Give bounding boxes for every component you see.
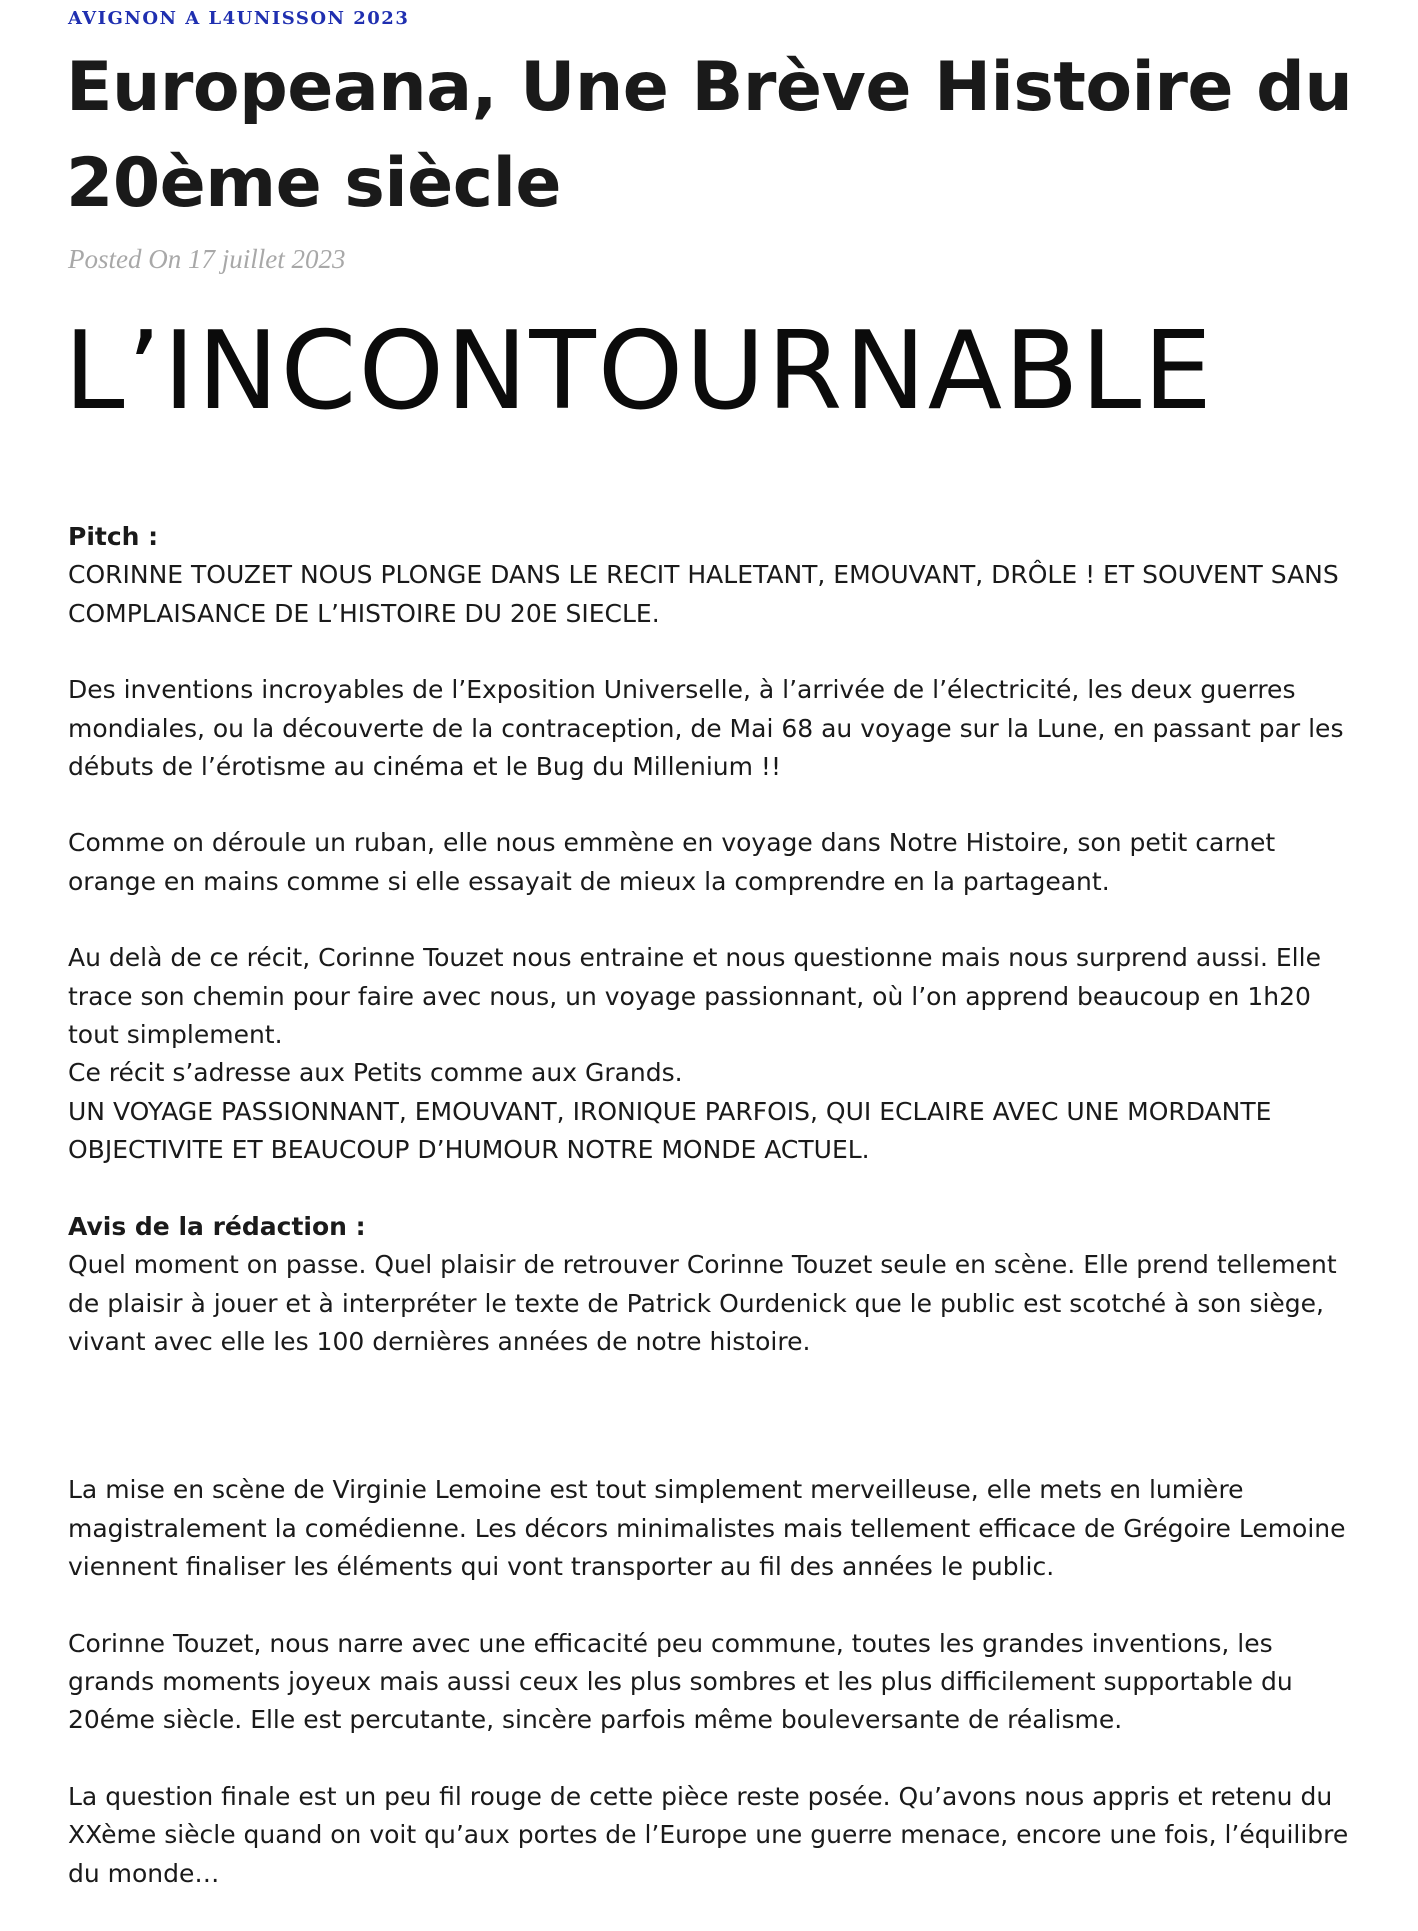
pitch-paragraph-2: Comme on déroule un ruban, elle nous emmène en voyage dans Notre Histoire, son petit carnet orange en mains comme si elle essayait de mieux la comprendre en la partageant. (68, 828, 1276, 896)
pitch-paragraph-3a: Au delà de ce récit, Corinne Touzet nous entraine et nous questionne mais nous surprend aussi. Elle trace son chemin pour faire avec nous, un voyage passionnant, où l’on apprend beaucoup en 1h20 tout simplement. (68, 943, 1321, 1050)
pitch-paragraph-3c: UN VOYAGE PASSIONNANT, EMOUVANT, IRONIQUE PARFOIS, QUI ECLAIRE AVEC UNE MORDANTE OBJECTIVITE ET BEAUCOUP D’HUMOUR NOTRE MONDE ACTUEL. (68, 1096, 1272, 1165)
pitch-section (68, 518, 1358, 633)
avis-paragraph-2: La mise en scène de Virginie Lemoine est tout simplement merveilleuse, elle mets en lumière magistralement la comédienne. Les décors minimalistes mais tellement efficace de Grégoire Lemoine viennent finaliser les éléments qui vont transporter au fil des années le public. (68, 1475, 1346, 1582)
pitch-paragraph-3b: Ce récit s’adresse aux Petits comme aux Grands. (68, 1058, 683, 1088)
section-spacer (68, 1399, 1358, 1471)
post-date: Posted On 17 juillet 2023 (68, 244, 346, 274)
avis-section (68, 1208, 1358, 1362)
avis-paragraph-4: La question finale est un peu fil rouge de cette pièce reste posée. Qu’avons nous appris et retenu du XXème siècle quand on voit qu’aux portes de l’Europe une guerre menace, encore une fois, l’équilibre du monde… (68, 1781, 1349, 1888)
avis-paragraph-1: Quel moment on passe. Quel plaisir de retrouver Corinne Touzet seule en scène. Elle prend tellement de plaisir à jouer et à interpréter le texte de Patrick Ourdenick que le public est scotché à son siège, vivant avec elle les 100 dernières années de notre histoire. (68, 1250, 1337, 1356)
pitch-paragraph-1: Des inventions incroyables de l’Exposition Universelle, à l’arrivée de l’électricité, les deux guerres mondiales, ou la découverte de la contraception, de Mai 68 au voyage sur la Lune, en passant par les débuts de l’érotisme au cinéma et le Bug du Millenium !! (68, 675, 1344, 782)
incontournable-logo (64, 300, 1224, 430)
logo-text: L’INCONTOURNABLE (64, 309, 1214, 430)
avis-heading: Avis de la rédaction : (68, 1211, 366, 1241)
article-title: Europeana, Une Brève Histoire du 20ème siècle (66, 48, 1353, 223)
avis-paragraph-3: Corinne Touzet, nous narre avec une efficacité peu commune, toutes les grandes inventions, les grands moments joyeux mais aussi ceux les plus sombres et les plus difficilement supportable du 20éme siècle. Elle est percutante, sincère parfois même bouleversante de réalisme. (68, 1628, 1293, 1735)
pitch-paragraph-3 (68, 939, 1358, 1169)
pitch-heading: Pitch : (68, 522, 159, 551)
category-link[interactable]: AVIGNON A L4UNISSON 2023 (68, 8, 410, 29)
article-body (68, 518, 1358, 1931)
pitch-lead: CORINNE TOUZET NOUS PLONGE DANS LE RECIT HALETANT, EMOUVANT, DRÔLE ! ET SOUVENT SANS COMPLAISANCE DE L’HISTOIRE DU 20E SIECLE. (68, 560, 1339, 628)
